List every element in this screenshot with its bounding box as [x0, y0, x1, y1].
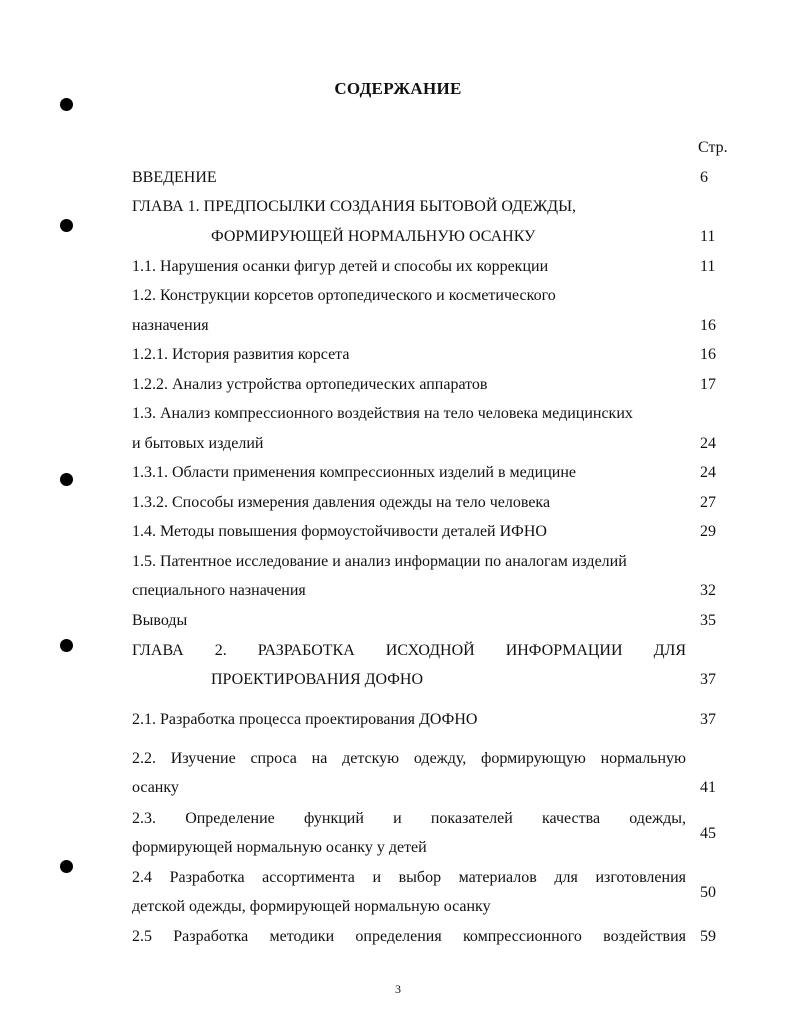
- binder-hole-2: [60, 219, 73, 232]
- toc-entry: 2.1. Разработка процесса проектирования ДОФНО: [132, 711, 478, 728]
- toc-entry: ФОРМИРУЮЩЕЙ НОРМАЛЬНУЮ ОСАНКУ: [211, 228, 536, 245]
- toc-page-number: 27: [700, 494, 716, 511]
- toc-page-number: 35: [700, 612, 716, 629]
- toc-page-number: 17: [700, 376, 716, 393]
- toc-entry: 2.3. Определение функций и показателей качества одежды,: [132, 810, 686, 827]
- toc-page-number: 37: [700, 671, 716, 688]
- toc-entry: и бытовых изделий: [132, 435, 264, 452]
- toc-page-number: 32: [700, 582, 716, 599]
- toc-entry: 1.3.1. Области применения компрессионных изделий в медицине: [132, 464, 577, 481]
- toc-page-number: 24: [700, 464, 716, 481]
- binder-hole-1: [60, 98, 73, 111]
- toc-entry: 1.1. Нарушения осанки фигур детей и способы их коррекции: [132, 258, 549, 275]
- toc-page-number: 16: [700, 346, 716, 363]
- toc-page-number: 6: [700, 169, 708, 186]
- toc-entry: назначения: [132, 317, 209, 334]
- toc-entry: 1.4. Методы повышения формоустойчивости деталей ИФНО: [132, 523, 547, 540]
- footer-page-number: 3: [395, 982, 401, 996]
- toc-entry: 2.5 Разработка методики определения компрессионного воздействия: [132, 928, 686, 945]
- toc-entry: специального назначения: [132, 582, 306, 599]
- toc-entry: 1.2.1. История развития корсета: [132, 346, 350, 363]
- toc-page-number: 24: [700, 435, 716, 452]
- binder-hole-3: [60, 473, 73, 486]
- toc-page-number: 11: [700, 258, 716, 275]
- toc-entry: ГЛАВА 1. ПРЕДПОСЫЛКИ СОЗДАНИЯ БЫТОВОЙ ОДЕЖДЫ,: [132, 198, 577, 215]
- toc-entry: 1.3. Анализ компрессионного воздействия на тело человека медицинских: [132, 405, 633, 422]
- toc-entry: 2.2. Изучение спроса на детскую одежду, формирующую нормальную: [132, 750, 686, 767]
- toc-entry: детской одежды, формирующей нормальную осанку: [132, 898, 491, 915]
- toc-entry: ВВЕДЕНИЕ: [132, 169, 217, 186]
- toc-entry: ПРОЕКТИРОВАНИЯ ДОФНО: [211, 671, 424, 688]
- toc-page-number: 59: [700, 928, 716, 945]
- toc-page-number: 45: [700, 825, 716, 842]
- toc-entry: 1.5. Патентное исследование и анализ информации по аналогам изделий: [132, 553, 627, 570]
- toc-entry: 1.3.2. Способы измерения давления одежды на тело человека: [132, 494, 551, 511]
- binder-hole-5: [60, 860, 73, 873]
- toc-page-number: 50: [700, 884, 716, 901]
- page-column-label: Стр.: [698, 139, 728, 156]
- toc-entry: формирующей нормальную осанку у детей: [132, 839, 427, 856]
- toc-page-number: 29: [700, 523, 716, 540]
- toc-page-number: 16: [700, 317, 716, 334]
- toc-entry: ГЛАВА 2. РАЗРАБОТКА ИСХОДНОЙ ИНФОРМАЦИИ ДЛЯ: [132, 642, 686, 659]
- toc-page-number: 37: [700, 711, 716, 728]
- page-title: СОДЕРЖАНИЕ: [334, 79, 462, 98]
- toc-page-number: 41: [700, 779, 716, 796]
- toc-entry: 2.4 Разработка ассортимента и выбор материалов для изготовления: [132, 869, 686, 886]
- toc-entry: 1.2.2. Анализ устройства ортопедических аппаратов: [132, 376, 488, 393]
- toc-entry: Выводы: [132, 612, 188, 629]
- toc-page-number: 11: [700, 228, 716, 245]
- toc-entry: осанку: [132, 779, 179, 796]
- binder-hole-4: [60, 639, 73, 652]
- toc-entry: 1.2. Конструкции корсетов ортопедического и косметического: [132, 287, 556, 304]
